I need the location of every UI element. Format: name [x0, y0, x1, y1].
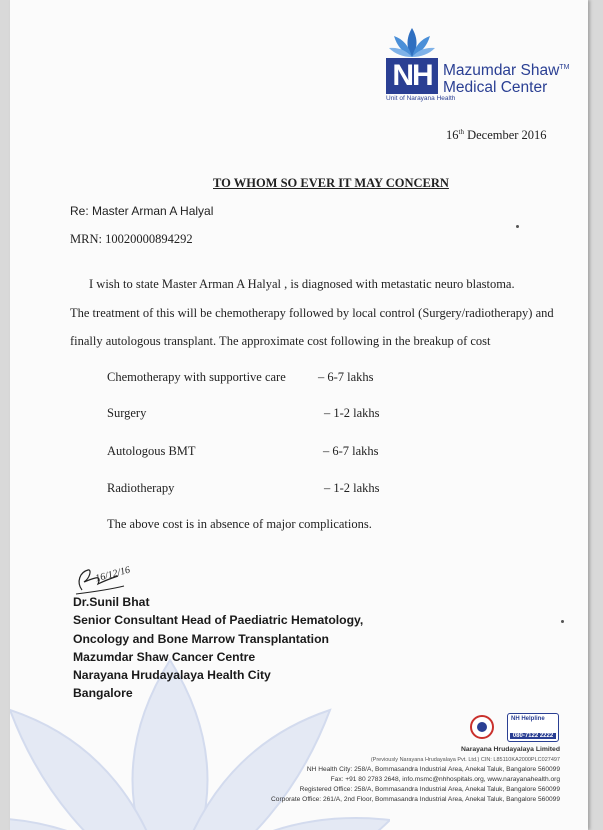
footer-address — [271, 745, 560, 805]
doctor-centre: Mazumdar Shaw Cancer Centre — [73, 649, 256, 664]
helpline-badge: NH Helpline 080-7122 2222 — [507, 713, 559, 742]
doctor-name: Dr.Sunil Bhat — [73, 595, 150, 609]
letter-page — [10, 0, 588, 830]
cost-item: Surgery — [107, 406, 147, 420]
cost-note: The above cost is in absence of major complications. — [107, 517, 372, 531]
company-name: Narayana Hrudayalaya Limited — [461, 746, 560, 753]
body-paragraph — [70, 270, 560, 356]
accreditation-badge-icon — [470, 715, 494, 739]
cost-item: Radiotherapy — [107, 481, 175, 495]
doctor-title: Oncology and Bone Marrow Transplantation — [73, 631, 329, 646]
cost-amount: – 6-7 lakhs — [323, 444, 379, 458]
health-city-address: NH Health City: 258/A, Bommasandra Industrial Area, Anekal Taluk, Bangalore 560099 — [306, 766, 560, 773]
doctor-block — [73, 593, 363, 703]
logo-unit-text: Unit of Narayana Health — [386, 95, 456, 102]
doctor-city: Narayana Hrudayalaya Health City — [73, 668, 271, 683]
corporate-office: Corporate Office: 261/A, 2nd Floor, Bommasandra Industrial Area, Anekal Taluk, Bangalore 560099 — [271, 796, 560, 803]
signature-date: 16/12/16 — [94, 564, 132, 585]
cost-item: Chemotherapy with supportive care — [107, 370, 286, 384]
contact-info: Fax: +91 80 2783 2648, info.msmc@nhhospitals.org, www.narayanahealth.org — [330, 776, 560, 783]
paragraph-line: finally autologous transplant. The approximate cost following in the breakup of cost — [70, 334, 491, 348]
company-previous-name: (Previously Narayana Hrudayalaya Pvt. Ltd.) CIN: L85110KA2000PLC027497 — [370, 757, 560, 763]
logo-initials: NH — [386, 58, 438, 94]
mrn-line: MRN: 10020000894292 — [70, 232, 193, 246]
hospital-logo — [375, 28, 575, 108]
cost-amount: – 6-7 lakhs — [318, 370, 374, 384]
doctor-location: Bangalore — [73, 686, 133, 701]
re-line: Re: Master Arman A Halyal — [70, 204, 214, 218]
doctor-title: Senior Consultant Head of Paediatric Hematology, — [73, 613, 364, 628]
scan-speck — [516, 225, 519, 228]
cost-amount: – 1-2 lakhs — [324, 481, 380, 495]
registered-office: Registered Office: 258/A, Bommasandra Industrial Area, Anekal Taluk, Bangalore 560099 — [299, 786, 560, 793]
letter-heading: TO WHOM SO EVER IT MAY CONCERN — [213, 176, 449, 190]
cost-amount: – 1-2 lakhs — [324, 406, 380, 420]
paragraph-line: I wish to state Master Arman A Halyal , is diagnosed with metastatic neuro blastoma. — [89, 277, 515, 291]
lotus-logo-icon — [389, 28, 435, 58]
logo-name: Mazumdar Shaw™ Medical Center — [443, 62, 570, 97]
scan-speck — [561, 620, 564, 623]
cost-item: Autologous BMT — [107, 444, 196, 458]
paragraph-line: The treatment of this will be chemotherapy followed by local control (Surgery/radiotherapy) and — [70, 305, 554, 320]
letter-date: 16th December 2016 — [446, 128, 547, 143]
